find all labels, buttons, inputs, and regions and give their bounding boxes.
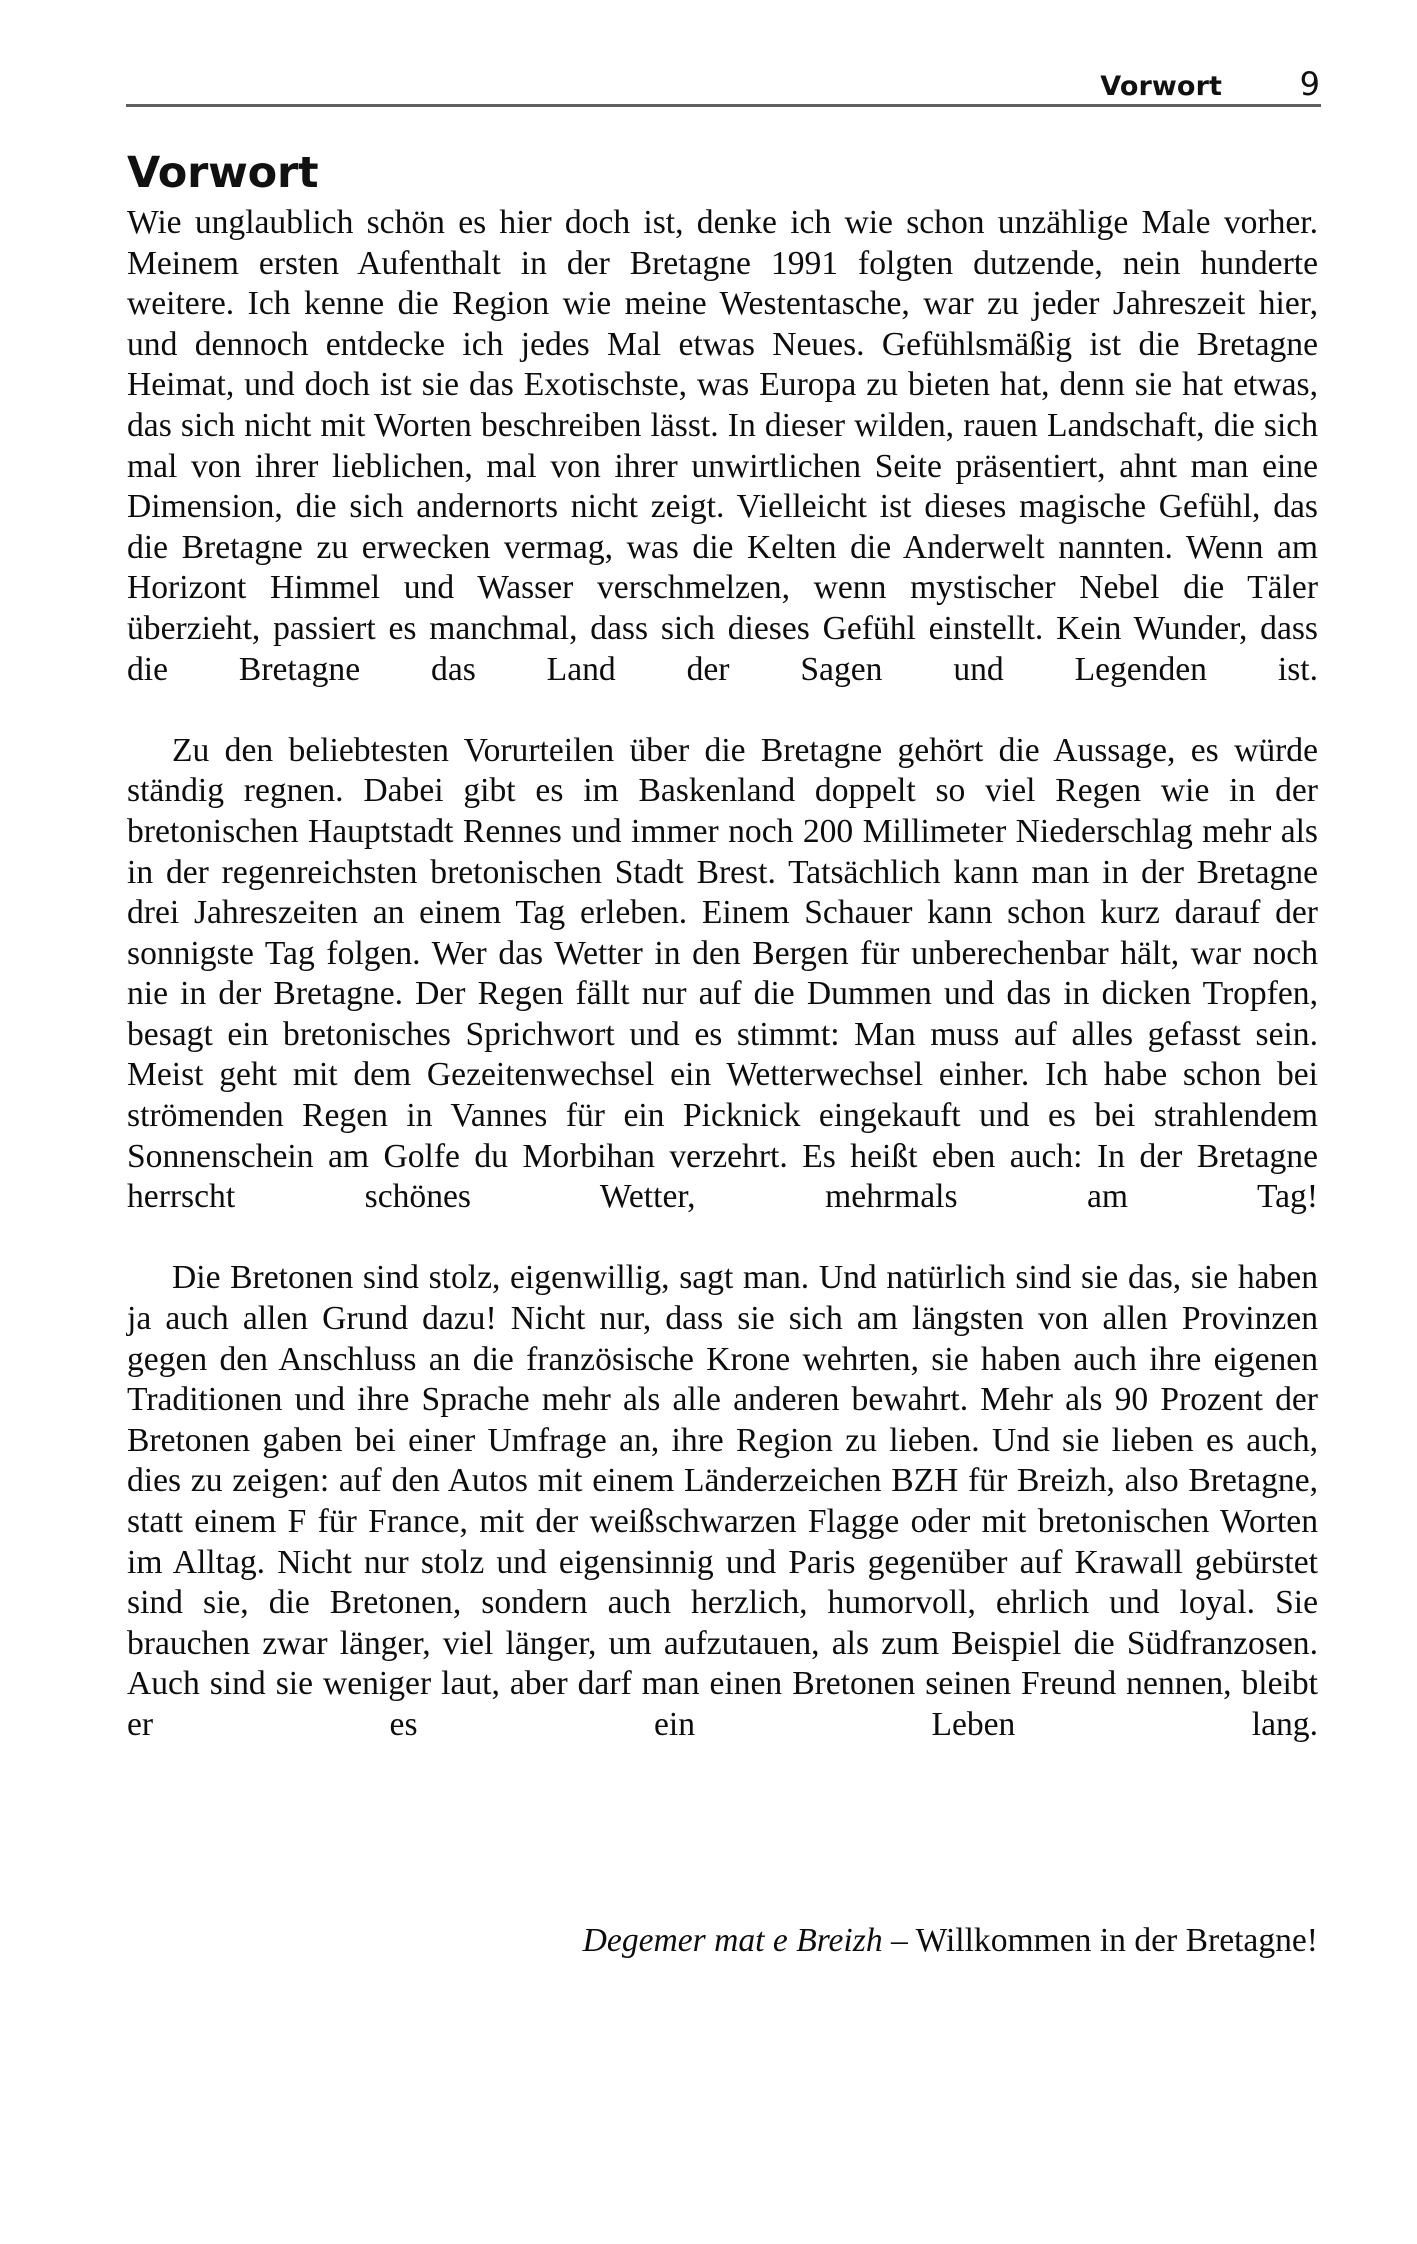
closing-greeting	[127, 1921, 1318, 1962]
page-number: 9	[1299, 65, 1320, 103]
body-text-column	[127, 203, 1318, 1786]
paragraph: Zu den beliebtesten Vorurteilen über die Bretagne gehört die Aussage, es würde ständig regnen. Dabei gibt es im Baskenland doppelt so viel Regen wie in der bretonischen Hauptstadt Rennes und immer noch 200 Millimeter Niederschlag mehr als in der regenreichsten bretonischen Stadt Brest. Tatsächlich kann man in der Bretagne drei Jahreszeiten an einem Tag erleben. Einem Schauer kann schon kurz darauf der sonnigste Tag folgen. Wer das Wetter in den Bergen für unberechenbar hält, war noch nie in der Bretagne. Der Regen fällt nur auf die Dummen und das in dicken Tropfen, besagt ein bretonisches Sprichwort und es stimmt: Man muss auf alles gefasst sein. Meist geht mit dem Gezeitenwechsel ein Wetterwechsel einher. Ich habe schon bei strömenden Regen in Vannes für ein Picknick eingekauft und es bei strahlendem Sonnenschein am Golfe du Morbihan verzehrt. Es heißt eben auch: In der Bretagne herrscht schönes Wetter, mehrmals am Tag!	[127, 731, 1318, 1216]
running-head-title: Vorwort	[1100, 71, 1222, 102]
paragraph: Die Bretonen sind stolz, eigenwillig, sagt man. Und natürlich sind sie das, sie haben ja auch allen Grund dazu! Nicht nur, dass sie sich am längsten von allen Provinzen gegen den Anschluss an die französische Krone wehrten, sie haben auch ihre eigenen Traditionen und ihre Sprache mehr als alle anderen bewahrt. Mehr als 90 Prozent der Bretonen gaben bei einer Umfrage an, ihre Region zu lieben. Und sie lieben es auch, dies zu zeigen: auf den Autos mit einem Länderzeichen BZH für Breizh, also Bretagne, statt einem F für France, mit der weißschwarzen Flagge oder mit bretonischen Worten im Alltag. Nicht nur stolz und eigensinnig und Paris gegenüber auf Krawall gebürstet sind sie, die Bretonen, sondern auch herzlich, humorvoll, ehrlich und loyal. Sie brauchen zwar länger, viel länger, um aufzutauen, als zum Beispiel die Südfranzosen. Auch sind sie weniger laut, aber darf man einen Bretonen seinen Freund nennen, bleibt er es ein Leben lang.	[127, 1259, 1318, 1743]
paragraph: Wie unglaublich schön es hier doch ist, denke ich wie schon unzählige Male vorher. Meinem ersten Aufenthalt in der Bretagne 1991 folgten dutzende, nein hunderte weitere. Ich kenne die Region wie meine Westentasche, war zu jeder Jahreszeit hier, und dennoch entdecke ich jedes Mal etwas Neues. Gefühlsmäßig ist die Bretagne Heimat, und doch ist sie das Exotischste, was Europa zu bieten hat, denn sie hat etwas, das sich nicht mit Worten beschreiben lässt. In dieser wilden, rauen Landschaft, die sich mal von ihrer lieblichen, mal von ihrer unwirtlichen Seite präsentiert, ahnt man eine Dimension, die sich andernorts nicht zeigt. Vielleicht ist dieses magische Gefühl, das die Bretagne zu erwecken vermag, was die Kelten die Anderwelt nannten. Wenn am Horizont Himmel und Wasser verschmelzen, wenn mystischer Nebel die Täler überzieht, passiert es manchmal, dass sich dieses Gefühl einstellt. Kein Wunder, dass die Bretagne das Land der Sagen und Legenden ist.	[127, 204, 1318, 688]
breton-phrase: Degemer mat e Breizh	[582, 1922, 883, 1959]
page-title: Vorwort	[127, 147, 319, 198]
greeting-translation: – Willkommen in der Bretagne!	[882, 1922, 1318, 1959]
header-divider	[126, 104, 1321, 107]
running-head	[127, 58, 1320, 103]
